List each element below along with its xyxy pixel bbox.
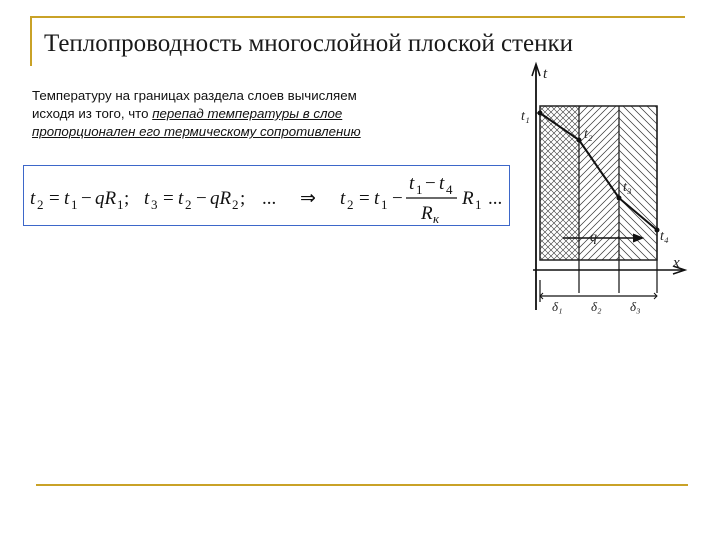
formula-trailing-ellipsis: ... [488,188,503,209]
formula-t1-result: t [374,188,380,209]
label-q: q [590,230,597,245]
formula-qR1: qR [95,188,117,209]
body-emphasis-2: пропорционален его термическому сопротивлению [32,124,361,139]
formula-eq-3: = [359,188,370,209]
formula-box [23,165,510,226]
body-line-1: Температуру на границах раздела слоев вычисляем [32,88,357,103]
formula-implies-arrow: ⇒ [300,188,316,209]
formula-t1-sub: 1 [71,197,78,212]
formula-t2-lhs: t [30,188,36,209]
formula-eq-1: = [49,188,60,209]
formula-R1-mult-sub: 1 [475,197,482,212]
label-t3: t₃ [623,180,632,195]
formula-minus-2: − [196,188,207,209]
formula-t2-lhs-sub: 2 [37,197,44,212]
formula-frac-num-t1-sub: 1 [416,182,423,197]
label-delta-3: δ₃ [630,299,641,314]
layer-1 [540,106,579,260]
formula-eq-2: = [163,188,174,209]
body-line-3 [32,123,452,141]
t-axis-label: t [543,66,548,82]
formula-qR2: qR [210,188,232,209]
label-delta-1: δ₁ [552,299,563,314]
body-paragraph [32,87,452,141]
formula-frac-den-sub: к [433,211,440,226]
formula-t1: t [64,188,70,209]
formula-frac-den-R: R [421,203,433,224]
label-t4: t₄ [660,229,669,244]
point-t4 [655,228,660,233]
formula-R1-mult: R [462,188,474,209]
formula-semicolon-2: ; [240,188,246,209]
formula-t3-lhs-sub: 3 [151,197,158,212]
formula-semicolon-1: ; [124,188,130,209]
formula-minus-3: − [392,188,403,209]
formula-t2-sub: 2 [185,197,192,212]
footer-accent-line [36,484,688,486]
body-emphasis-1: перепад температуры в слое [152,106,343,121]
body-line-2-prefix: исходя из того, что [32,106,153,121]
formula-t1-result-sub: 1 [381,197,388,212]
formula-ellipsis: ... [262,188,277,209]
formula-frac-num-t4-sub: 4 [446,182,453,197]
title-accent-top-line [30,16,685,18]
formula-minus-1: − [81,188,92,209]
title-accent-vertical-line [30,16,32,66]
formula-svg [24,166,511,227]
label-delta-2: δ₂ [591,299,602,314]
label-t1: t₁ [521,109,530,124]
point-t3 [617,196,622,201]
body-line-2 [32,105,452,123]
point-t2 [577,138,582,143]
formula-t2-result-lhs-sub: 2 [347,197,354,212]
x-axis-label: x [673,255,680,271]
formula-frac-num-t1: t [409,173,415,194]
slide-title: Теплопроводность многослойной плоской стенки [44,30,573,57]
label-t2: t₂ [584,127,593,142]
formula-qR1-sub: 1 [117,197,124,212]
formula-qR2-sub: 2 [232,197,239,212]
formula-frac-num-minus: − [425,173,436,194]
formula-t3-lhs: t [144,188,150,209]
formula-t2: t [178,188,184,209]
wall-temperature-diagram [503,58,693,318]
formula-t2-result-lhs: t [340,188,346,209]
formula-frac-num-t4: t [439,173,445,194]
